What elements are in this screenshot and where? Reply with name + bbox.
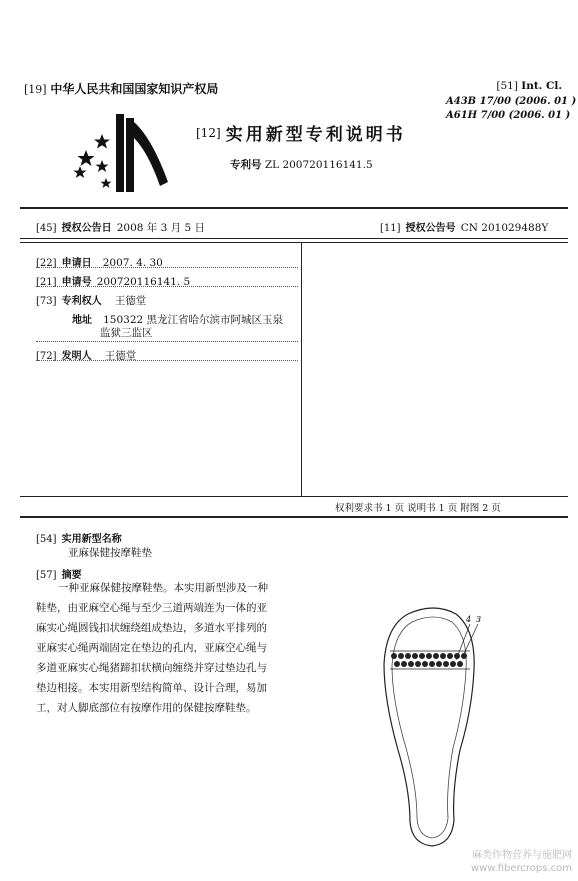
- utility-title-heading: [36, 527, 122, 546]
- insole-figure: [370, 600, 490, 850]
- abstract-label: 摘要: [61, 570, 82, 581]
- grant-date-label: 授权公告日: [61, 223, 112, 234]
- abstract-text: [36, 578, 306, 718]
- rule-top: [20, 207, 568, 209]
- office-code: [19]: [24, 83, 47, 96]
- doc-code: [12]: [196, 126, 221, 140]
- bib-label: 申请号: [61, 277, 92, 288]
- dotted-rule: [36, 360, 298, 361]
- ipc-class-line: A43B 17/00 (2006. 01 ): [446, 96, 577, 107]
- patent-number-line: [230, 157, 373, 172]
- dotted-rule: [36, 286, 298, 287]
- column-divider: [301, 242, 302, 496]
- rule-counts-top: [20, 496, 568, 497]
- watermark-line-1: 麻类作物营养与施肥网: [472, 850, 572, 861]
- logo-star: [101, 178, 112, 188]
- page-counts: 权利要求书 1 页 说明书 1 页 附图 2 页: [335, 503, 501, 514]
- office-name: 中华人民共和国国家知识产权局: [50, 82, 219, 96]
- abstract-line: 亚麻实心绳两端固定在垫边的孔内，亚麻空心绳与: [36, 642, 267, 654]
- int-cl-heading: [446, 80, 562, 92]
- abstract-code: [57]: [36, 570, 57, 581]
- bib-label: 发明人: [61, 351, 92, 362]
- abstract-line: 多道亚麻实心绳猪蹄扣状横向缠绕并穿过垫边孔与: [36, 662, 267, 674]
- title-code: [54]: [36, 534, 57, 545]
- utility-title: 亚麻保健按摩鞋垫: [68, 547, 152, 559]
- grant-number-field: [380, 216, 548, 235]
- ipc-class-line: A61H 7/00 (2006. 01 ): [446, 110, 571, 121]
- bib-label: 专利权人: [61, 296, 102, 307]
- patent-number: ZL 200720116141.5: [264, 159, 373, 171]
- address-label: 地址: [72, 315, 92, 326]
- bib-value: 200720116141. 5: [96, 276, 191, 288]
- dotted-rule: [36, 267, 298, 268]
- grant-date-value: 2008 年 3 月 5 日: [116, 222, 205, 234]
- insole-inner-outline: [392, 617, 466, 838]
- grant-number-label: 授权公告号: [405, 223, 456, 234]
- watermark: [432, 849, 572, 875]
- bib-code: [22]: [36, 258, 57, 269]
- figure-label: 4: [466, 615, 472, 624]
- abstract-line: 一种亚麻保健按摩鞋垫。本实用新型涉及一种: [58, 582, 268, 594]
- int-cl-code: [51]: [496, 80, 518, 92]
- bib-code: [73]: [36, 296, 57, 307]
- bib-label: 申请日: [61, 258, 92, 269]
- logo-star: [77, 150, 94, 166]
- patent-number-label: 专利号: [230, 159, 262, 171]
- bib-value: 2007. 4. 30: [102, 257, 163, 269]
- rule-grant-bottom: [20, 238, 568, 239]
- abstract-line: 鞋垫，由亚麻空心绳与至少三道两端连为一体的亚: [36, 602, 267, 614]
- bib-value: 王德堂: [104, 350, 137, 362]
- bib-value: 王德堂: [114, 295, 147, 307]
- int-cl-label: Int. Cl.: [521, 80, 562, 92]
- int-cl-block: [446, 80, 577, 121]
- dotted-rule: [36, 341, 298, 342]
- logo-star: [95, 160, 108, 172]
- doc-type-line: [196, 120, 406, 145]
- grant-date-field: [36, 216, 205, 235]
- office-header: [24, 80, 218, 97]
- doc-type-title: 实用新型专利说明书: [225, 125, 406, 145]
- massage-knots: [391, 653, 467, 667]
- bib-row-patentee: [36, 289, 146, 308]
- cnipa-logo: [66, 108, 176, 192]
- figure-label: 3: [476, 615, 482, 624]
- rule-grant-bottom-2: [20, 242, 568, 243]
- abstract-line: 垫边相接。本实用新型结构简单、设计合理，易加: [36, 682, 267, 694]
- bib-code: [21]: [36, 277, 57, 288]
- address-line-1: 150322 黑龙江省哈尔滨市阿城区玉泉: [103, 314, 284, 326]
- insole-outer-outline: [384, 608, 474, 846]
- title-label: 实用新型名称: [61, 534, 122, 545]
- grant-number-value: CN 201029488Y: [460, 222, 549, 234]
- grant-date-code: [45]: [36, 223, 57, 234]
- abstract-line: 工，对人脚底部位有按摩作用的保健按摩鞋垫。: [36, 702, 257, 714]
- address-line-2: 监狱三监区: [100, 327, 153, 339]
- rule-counts-bottom: [20, 516, 568, 518]
- grant-number-code: [11]: [380, 223, 401, 234]
- logo-star: [73, 166, 86, 178]
- bib-code: [72]: [36, 351, 57, 362]
- logo-star: [94, 134, 110, 149]
- watermark-line-2: www.fibercrops.com: [470, 863, 572, 874]
- abstract-line: 麻实心绳圆钱扣状缠绕组成垫边，多道水平排列的: [36, 622, 267, 634]
